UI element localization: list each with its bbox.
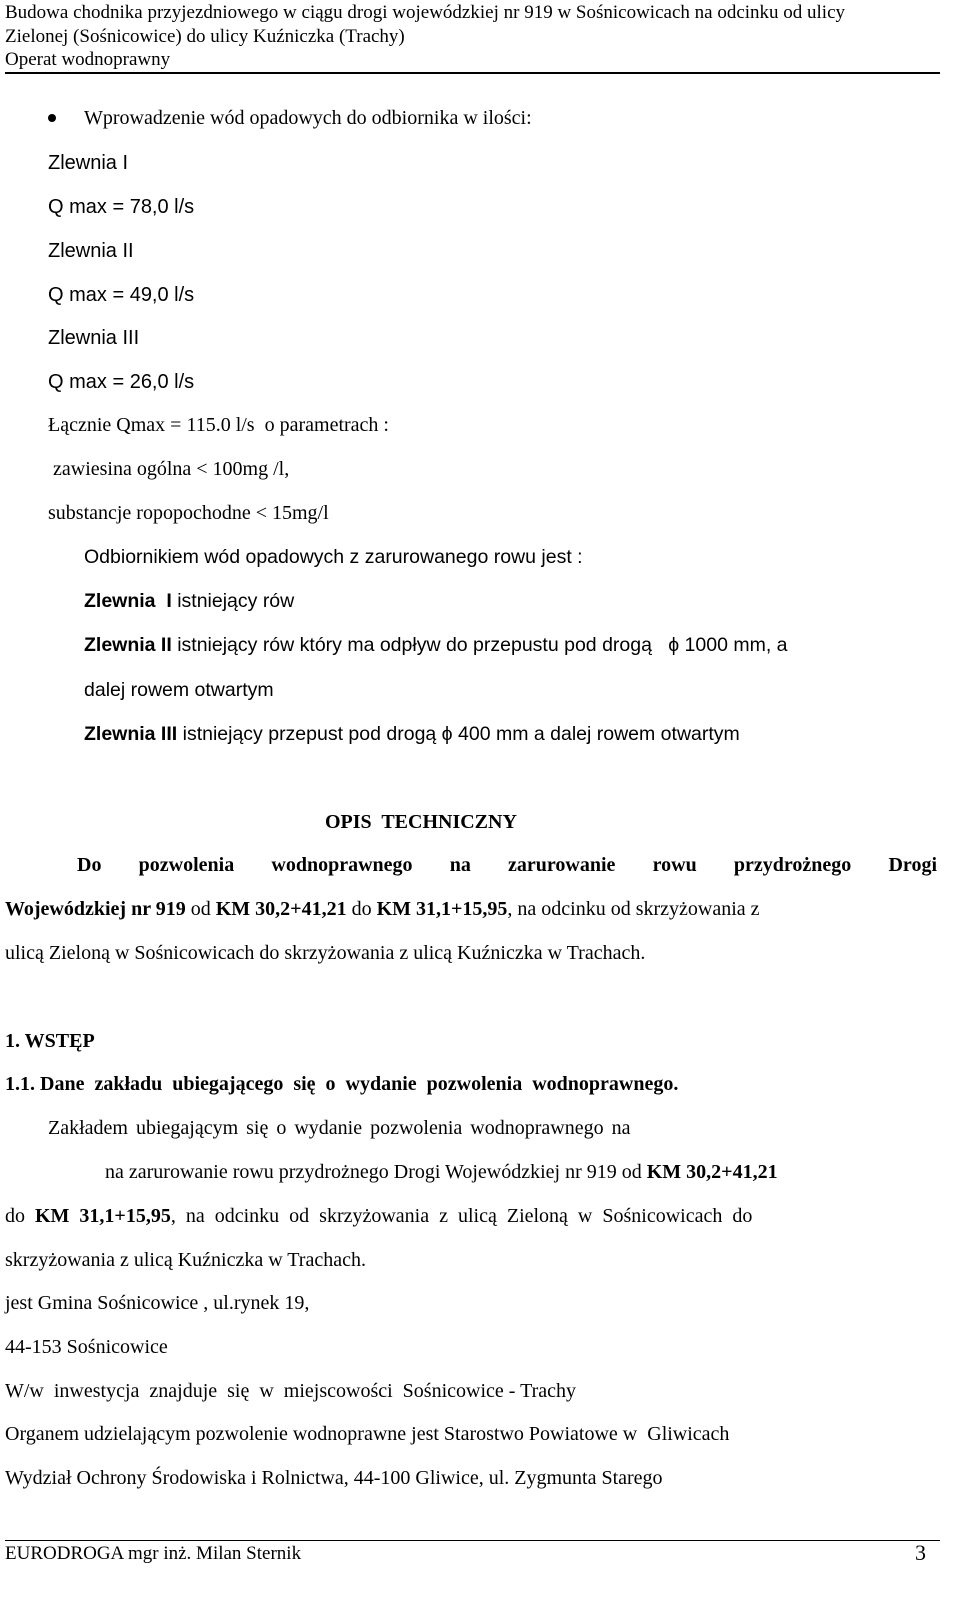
applicant-address: jest Gmina Sośnicowice , ul.rynek 19,: [5, 1292, 310, 1314]
page-number: 3: [915, 1540, 926, 1565]
bullet-text: Wprowadzenie wód opadowych do odbiornika w ilości:: [84, 107, 532, 129]
receiver-intro: Odbiornikiem wód opadowych z zarurowanego rowu jest :: [84, 546, 583, 568]
opis-line-2: [5, 897, 760, 921]
header-title-line2: Zielonej (Sośnicowice) do ulicy Kuźniczka (Trachy): [5, 26, 405, 47]
parameter-oil: substancje ropopochodne < 15mg/l: [48, 502, 329, 524]
opis-to: do: [346, 898, 377, 920]
footer-rule: [5, 1540, 940, 1541]
header-rule: [5, 72, 940, 74]
zlewnia-1-flow: Q max = 78,0 l/s: [48, 196, 195, 218]
header-subtitle: Operat wodnoprawny: [5, 49, 171, 70]
total-flow: Łącznie Qmax = 115.0 l/s o parametrach :: [48, 414, 389, 436]
footer-author: EURODROGA mgr inż. Milan Sternik: [5, 1543, 302, 1564]
parameter-suspension: zawiesina ogólna < 100mg /l,: [48, 458, 290, 480]
receiver-2-label: Zlewnia II: [84, 634, 172, 656]
receiver-2-continued: dalej rowem otwartym: [84, 679, 274, 701]
paragraph-line-1: Zakładem ubiegającym się o wydanie pozwolenia wodnoprawnego na: [48, 1117, 631, 1139]
paragraph-line-3: [5, 1204, 752, 1228]
bullet-icon: [48, 114, 56, 122]
zlewnia-3-label: Zlewnia III: [48, 327, 140, 349]
receiver-2-text: istniejący rów który ma odpływ do przepustu pod drogą ϕ 1000 mm, a: [171, 634, 788, 656]
receiver-1: [84, 589, 294, 613]
receiver-1-label: Zlewnia I: [84, 590, 172, 612]
paragraph-line-2: [105, 1160, 778, 1184]
zlewnia-1-label: Zlewnia I: [48, 152, 129, 174]
opis-km-end: KM 31,1+15,95: [376, 898, 508, 920]
header-title-line1: Budowa chodnika przyjezdniowego w ciągu drogi wojewódzkiej nr 919 w Sośnicowicach na odcinku od ulicy: [5, 2, 846, 23]
paragraph-to: do: [5, 1205, 35, 1227]
investment-location: W/w inwestycja znajduje się w miejscowości Sośnicowice - Trachy: [5, 1380, 576, 1402]
opis-line-1: Do pozwolenia wodnoprawnego na zarurowanie rowu przydrożnego Drogi: [77, 854, 937, 876]
receiver-3-text: istniejący przepust pod drogą ϕ 400 mm a dalej rowem otwartym: [177, 723, 740, 745]
section-heading: 1. WSTĘP: [5, 1030, 95, 1052]
opis-from: od: [185, 898, 216, 920]
receiver-3-label: Zlewnia III: [84, 723, 178, 745]
receiver-1-text: istniejący rów: [171, 590, 295, 612]
zlewnia-3-flow: Q max = 26,0 l/s: [48, 371, 195, 393]
receiver-2: [84, 633, 788, 657]
applicant-postal: 44-153 Sośnicowice: [5, 1336, 168, 1358]
opis-section: , na odcinku od skrzyżowania z: [507, 898, 760, 920]
paragraph-section: , na odcinku od skrzyżowania z ulicą Zieloną w Sośnicowicach do: [170, 1205, 753, 1227]
opis-line-3: ulicą Zieloną w Sośnicowicach do skrzyżowania z ulicą Kuźniczka w Trachach.: [5, 942, 646, 964]
paragraph-road: na zarurowanie rowu przydrożnego Drogi Wojewódzkiej nr 919 od: [105, 1161, 647, 1183]
opis-km-start: KM 30,2+41,21: [215, 898, 347, 920]
authority-line-1: Organem udzielającym pozwolenie wodnoprawne jest Starostwo Powiatowe w Gliwicach: [5, 1423, 730, 1445]
receiver-3: [84, 722, 740, 746]
authority-line-2: Wydział Ochrony Środowiska i Rolnictwa, 44-100 Gliwice, ul. Zygmunta Starego: [5, 1467, 663, 1489]
paragraph-line-4: skrzyżowania z ulicą Kuźniczka w Trachach.: [5, 1249, 366, 1271]
zlewnia-2-flow: Q max = 49,0 l/s: [48, 284, 195, 306]
section-subheading: 1.1. Dane zakładu ubiegającego się o wydanie pozwolenia wodnoprawnego.: [5, 1073, 679, 1095]
zlewnia-2-label: Zlewnia II: [48, 240, 134, 262]
opis-title: OPIS TECHNICZNY: [325, 811, 517, 833]
opis-road: Wojewódzkiej nr 919: [5, 898, 186, 920]
paragraph-km-start: KM 30,2+41,21: [646, 1161, 778, 1183]
paragraph-km-end: KM 31,1+15,95: [35, 1205, 171, 1227]
